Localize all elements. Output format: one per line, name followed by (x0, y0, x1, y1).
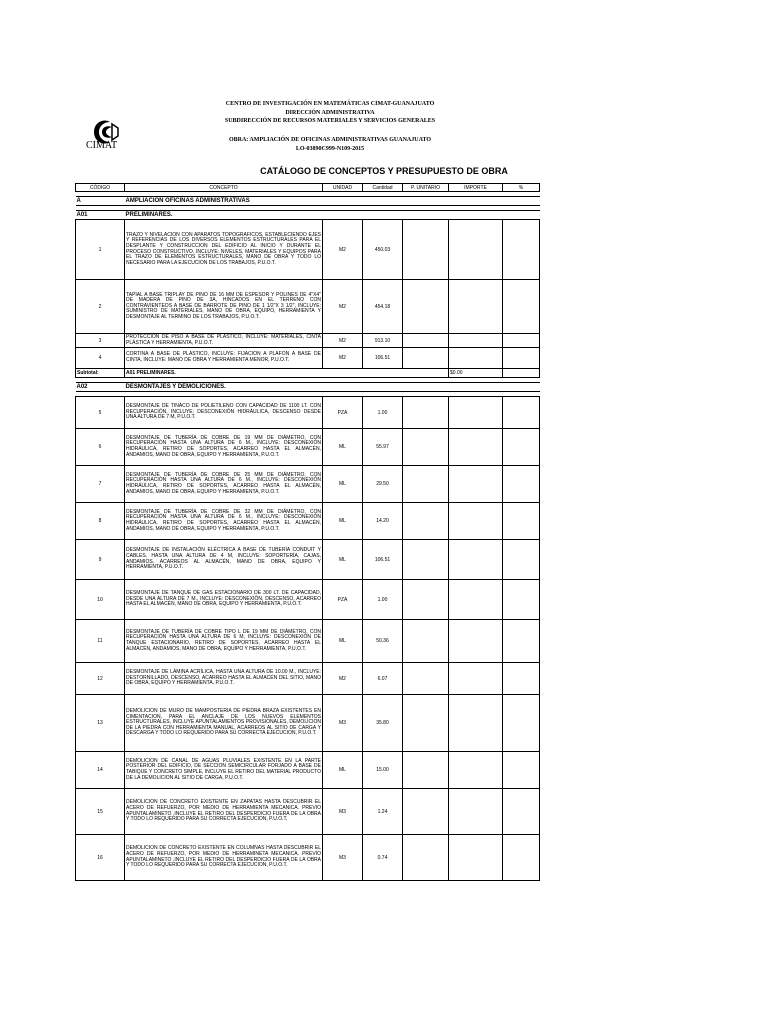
table-row (76, 695, 540, 752)
item-quantity: 913.10 (363, 334, 403, 348)
logo-text: CIMAT (86, 140, 118, 151)
item-unit-price (403, 334, 449, 348)
item-percent (503, 348, 540, 369)
item-unit-price (403, 835, 449, 881)
item-unit: M2 (323, 334, 363, 348)
item-number: 10 (76, 580, 125, 620)
item-amount (449, 752, 503, 789)
item-quantity: 450.03 (363, 220, 403, 280)
item-number: 5 (76, 397, 125, 429)
item-unit-price (403, 280, 449, 334)
item-number: 4 (76, 348, 125, 369)
page-title: CATÁLOGO DE CONCEPTOS Y PRESUPUESTO DE OBRA (260, 166, 508, 176)
item-description: DESMONTAJE DE TINACO DE POLIETILENO CON CAPACIDAD DE 1100 LT. CON RECUPERACIÓN, INCLUYE: DESCONEXIÓN HIDRÁULICA, DESCENSO DESDE UNA ALTURA DE 7 M, P.U.O.T. (125, 397, 323, 429)
item-amount (449, 835, 503, 881)
item-unit-price (403, 429, 449, 466)
table-row (76, 466, 540, 503)
item-unit-price (403, 466, 449, 503)
item-unit-price (403, 580, 449, 620)
item-quantity: 55.97 (363, 429, 403, 466)
header-direction: DIRECCIÓN ADMINISTRATIVA (285, 110, 375, 116)
section-code: A (76, 197, 125, 206)
item-quantity: 0.74 (363, 835, 403, 881)
item-percent (503, 789, 540, 835)
subtotal-amount: $0.00 (449, 369, 503, 378)
item-unit-price (403, 663, 449, 695)
item-number: 7 (76, 466, 125, 503)
item-number: 16 (76, 835, 125, 881)
item-amount (449, 466, 503, 503)
item-amount (449, 620, 503, 663)
item-percent (503, 503, 540, 540)
section-label: AMPLIACION OFICINAS ADMINISTRATIVAS (125, 197, 540, 206)
item-number: 15 (76, 789, 125, 835)
item-amount (449, 429, 503, 466)
item-percent (503, 280, 540, 334)
table-row (76, 580, 540, 620)
item-percent (503, 580, 540, 620)
item-unit: PZA (323, 397, 363, 429)
table-row (76, 752, 540, 789)
table-row (76, 540, 540, 580)
item-description: PROTECCION DE PISO A BASE DE PLASTICO, INCLUYE: MATERIALES, CINTA PLÁSTICA Y HERRAMIENTA, P.U.O.T. (126, 333, 321, 346)
item-unit: M2 (323, 348, 363, 369)
item-amount (449, 663, 503, 695)
item-description: DEMOLICION DE CONCRETO EXISTENTE EN COLUMNAS HASTA DESCUBRIR EL ACERO DE REFUERZO, POR MEDIO DE HERRAMINETA MECANICA. PREVIO APUNTALAMINETO ,INCLUYE EL RETIRO DEL DESPERDICIO FUERA DE LA OBRA Y TODO LO REQUERIDO PARA SU CORRECTA EJECUCION, P.U.O.T. (125, 835, 323, 881)
section-row-a (76, 197, 540, 206)
item-unit: PZA (323, 580, 363, 620)
item-amount (449, 695, 503, 752)
subtotal-label: A01 PRELIMINARES. (125, 369, 449, 378)
section-label: PRELIMINARES. (125, 211, 540, 220)
item-description: DESMONTAJE DE LÁMINA ACRÍLICA, HASTA UNA ALTURA DE 10.00 M., INCLUYE: DESTORNILLADO, DESCENSO, ACARREO HASTA EL ALMACÉN DEL SITIO, MANO DE OBRA, EQUIPO Y HERRAMIENTA, P.U.O.T. (125, 663, 323, 695)
item-description: DESMONTAJE DE TANQUE DE GAS ESTACIONARIO DE 300 LT. DE CAPACIDAD, DESDE UNA ALTURA DE 7 M., INCLUYE: DESCONEXIÓN, DESCENSO, ACARREO HASTA EL ALMACÉN, MANO DE OBRA, EQUIPO Y HERRAMIENTA, P.U.O.T. (125, 580, 323, 620)
item-description: DEMOLICION DE CANAL DE AGUAS PLUVIALES EXISTENTE EN LA PARTE POSTERIOR DEL EDIFICIO, DE SECCION SEMICIRCULAR FORJADO A BASE DE TABIQUE Y CONCRETO SIMPLE, INCLUYE EL RETIRO DEL MATERIAL PRODUCTO DE LA DEMOLICION AL SITIO DE CARGA, P.U.O.T. (125, 752, 323, 789)
col-concepto: CONCEPTO (125, 184, 323, 192)
item-description: TAPIAL A BASE TRIPLAY DE PINO DE 16 MM DE ESPESOR Y POLINES DE 4"X4" DE MADERA DE PINO DE 3A, HINCADOS EN EL TERRENO CON CONTRAVIENTEOS A BASE DE BARROTE DE PINO DE 1 1/2"X 3 1/2", INCLUYE: SUMINISTRO DE MATERIALES, MANO DE OBRA, EQUIPO, HERRAMIENTA Y DESMONTAJE AL TERMINO DE LOS TRABAJOS, P.U.O.T. (125, 280, 323, 334)
header-subdirection: SUBDIRECCIÓN DE RECURSOS MATERIALES Y SERVICIOS GENERALES (224, 118, 436, 124)
item-quantity: 1.00 (363, 580, 403, 620)
item-amount (449, 789, 503, 835)
header-lo: LO-03890C999-N109-2015 (295, 146, 365, 152)
item-unit-price (403, 348, 449, 369)
item-quantity: 29.50 (363, 466, 403, 503)
item-quantity: 106.51 (363, 348, 403, 369)
table-row (76, 334, 540, 348)
col-punitario: P. UNITARIO (403, 184, 449, 192)
table-row (76, 220, 540, 280)
item-description: DESMONTAJE DE TUBERÍA DE COBRE DE 19 MM DE DIÁMETRO, CON RECUPERACIÓN HASTA UNA ALTURA DE 6 M., INCLUYE: DESCONEXIÓN HIDRÁULICA, RETIRO DE SOPORTES, ACARREO HASTA EL ALMACÉN, ANDAMIOS, MANO DE OBRA, EQUIPO Y HERRAMIENTA, P.U.O.T. (125, 429, 323, 466)
item-description: DESMONTAJE DE TUBERÍA DE COBRE DE 32 MM DE DIÁMETRO, CON RECUPERACIÓN HASTA UNA ALTURA DE 6 M., INCLUYE: DESCONEXIÓN HIDRÁULICA, RETIRO DE SOPORTES, ACARREO HASTA EL ALMACÉN, ANDAMIOS, MANO DE OBRA, EQUIPO Y HERRAMIENTA, P.U.O.T. (125, 503, 323, 540)
col-cantidad: Cantidad (363, 184, 403, 192)
col-codigo: CÓDIGO (76, 184, 125, 192)
item-quantity: 15.00 (363, 752, 403, 789)
header-institution: CENTRO DE INVESTIGACIÓN EN MATEMÁTICAS CIMAT-GUANAJUATO (225, 101, 435, 107)
col-unidad: UNIDAD (323, 184, 363, 192)
item-number: 14 (76, 752, 125, 789)
item-unit: M2 (323, 280, 363, 334)
item-quantity: 50.36 (363, 620, 403, 663)
item-unit: M2 (323, 220, 363, 280)
item-quantity: 6.07 (363, 663, 403, 695)
item-percent (503, 466, 540, 503)
item-unit: ML (323, 466, 363, 503)
item-unit-price (403, 503, 449, 540)
item-quantity: 454.18 (363, 280, 403, 334)
item-number: 1 (76, 220, 125, 280)
item-description: DESMONTAJE DE INSTALACIÓN ELÉCTRICA A BASE DE TUBERÍA CONDUIT Y CABLES, HASTA UNA ALTURA DE 4 M, INCLUYE: SOPORTERÍA, CAJAS, ANDAMIOS, ACARREOS AL ALMACÉN, MANO DE OBRA, EQUIPO Y HERRAMIENTA, P.U.O.T. (125, 540, 323, 580)
item-description: DEMOLICION DE MURO DE MAMPOSTERIA DE PIEDRA BRAZA EXISTENTES EN CIMENTACION, PARA EL ANCLAJE DE LOS NUEVOS ELEMENTOS ESTRUCTURALES, INCLUYE APUNTALAMIENTOS PROVISIONALES, DEMOLICION DE LA PIEDRA CON HERRAMIENTA MANUAL, ACARREOS AL SITIO DE CARGA Y DESCARGA Y TODO LO REQUERIDO PARA SU CORRECTA EJECUCION, P.U.O.T. (125, 695, 323, 752)
item-amount (449, 334, 503, 348)
table-row (76, 280, 540, 334)
item-amount (449, 580, 503, 620)
item-unit-price (403, 220, 449, 280)
item-number: 3 (76, 334, 125, 348)
item-unit-price (403, 789, 449, 835)
table-row (76, 835, 540, 881)
item-percent (503, 620, 540, 663)
item-number: 2 (76, 280, 125, 334)
item-unit: M3 (323, 835, 363, 881)
section-label: DESMONTAJES Y DEMOLICIONES. (125, 383, 540, 392)
item-percent (503, 663, 540, 695)
item-unit-price (403, 695, 449, 752)
item-quantity: 1.24 (363, 789, 403, 835)
item-percent (503, 397, 540, 429)
item-quantity: 1.00 (363, 397, 403, 429)
subtotal-row (76, 369, 540, 378)
table-row (76, 663, 540, 695)
header-obra: OBRA: AMPLIACIÓN DE OFICINAS ADMINISTRATIVAS GUANAJUATO (228, 137, 432, 143)
table-row (76, 789, 540, 835)
item-unit-price (403, 752, 449, 789)
item-percent (503, 835, 540, 881)
item-unit: ML (323, 620, 363, 663)
col-importe: IMPORTE (449, 184, 503, 192)
subtotal-code: Subtotal: (76, 369, 125, 378)
item-unit: ML (323, 752, 363, 789)
table-row (76, 348, 540, 369)
item-unit: M3 (323, 789, 363, 835)
table-row (76, 429, 540, 466)
item-description: CORTINA A BASE DE PLASTICO, INCLUYE: FIJACION A PLAFON A BASE DE CINTA, INCLUYE: MANO DE OBRA Y HERRAMIENTA MENOR, P.U.O.T. (125, 348, 323, 369)
item-number: 11 (76, 620, 125, 663)
item-number: 9 (76, 540, 125, 580)
item-quantity: 14.20 (363, 503, 403, 540)
item-description: DESMONTAJE DE TUBERÍA DE COBRE TIPO L DE 19 MM DE DIÁMETRO, CON RECUPERACIÓN HASTA UNA ALTURA DE 6 M, INCLUYE: DESCONEXIÓN DE TANQUE ESTACIONARIO, RETIRO DE SOPORTES, ACARREO HASTA EL ALMACÉN, ANDAMIOS, MANO DE OBRA, EQUIPO Y HERRAMIENTA, P.U.O.T. (125, 620, 323, 663)
item-quantity: 35.80 (363, 695, 403, 752)
table-row (76, 503, 540, 540)
item-quantity: 106.51 (363, 540, 403, 580)
item-unit: M3 (323, 695, 363, 752)
item-amount (449, 397, 503, 429)
budget-table (75, 183, 540, 881)
table-header-row (76, 184, 540, 192)
item-number: 12 (76, 663, 125, 695)
item-unit-price (403, 397, 449, 429)
item-percent (503, 429, 540, 466)
item-unit: ML (323, 540, 363, 580)
item-unit: ML (323, 429, 363, 466)
item-description: TRAZO Y NIVELACION CON APARATOS TOPOGRAFICOS, ESTABLECIENDO EJES Y REFERENCIAS DE LOS DIVERSOS ELEMENTOS ESTRUCTURALES PARA EL DESPLANTE Y CONSTRUCCION DEL EDIFICIO AL INICIO Y DURANTE EL PROCESO CONSTRUCTIVO. INCLUYE: NIVELES, MATERIALES Y EQUIPOS PARA EL TRAZO DE ELEMENTOS ESTRUCTURALES, MANO DE OBRA Y TODO LO NECESARIO PARA LA EJECUCION DE LOS TRABAJOS, P.U.O.T. (125, 220, 323, 280)
item-amount (449, 348, 503, 369)
item-percent (503, 695, 540, 752)
item-description: DESMONTAJE DE TUBERÍA DE COBRE DE 25 MM DE DIÁMETRO, CON RECUPERACIÓN HASTA UNA ALTURA DE 6 M., INCLUYE: DESCONEXIÓN HIDRÁULICA, RETIRO DE SOPORTES, ACARREO HASTA EL ALMACÉN, ANDAMIOS, MANO DE OBRA, EQUIPO Y HERRAMIENTA, P.U.O.T. (125, 466, 323, 503)
item-percent (503, 220, 540, 280)
item-amount (449, 280, 503, 334)
item-number: 6 (76, 429, 125, 466)
item-number: 8 (76, 503, 125, 540)
item-percent (503, 334, 540, 348)
section-row-a01 (76, 211, 540, 220)
item-percent (503, 752, 540, 789)
section-code: A02 (76, 383, 125, 392)
item-unit-price (403, 620, 449, 663)
section-code: A01 (76, 211, 125, 220)
item-unit: M2 (323, 663, 363, 695)
col-percent: % (503, 184, 540, 192)
item-percent (503, 540, 540, 580)
item-amount (449, 503, 503, 540)
item-number: 13 (76, 695, 125, 752)
item-description: DEMOLICION DE CONCRETO EXISTENTE EN ZAPATAS HASTA DESCUBRIR EL ACERO DE REFUERZO, POR MEDIO DE HERRAMIENTA MECANICA. PREVIO APUNTALAMINETO ,INCLUYE EL RETIRO DEL DESPERDICIO FUERA DE LA OBRA Y TODO LO REQUERIDO PARA SU CORRECTA EJECUCION, P.U.O.T. (125, 789, 323, 835)
item-amount (449, 540, 503, 580)
item-unit-price (403, 540, 449, 580)
item-unit: ML (323, 503, 363, 540)
item-amount (449, 220, 503, 280)
table-row (76, 397, 540, 429)
table-row (76, 620, 540, 663)
section-row-a02 (76, 383, 540, 392)
